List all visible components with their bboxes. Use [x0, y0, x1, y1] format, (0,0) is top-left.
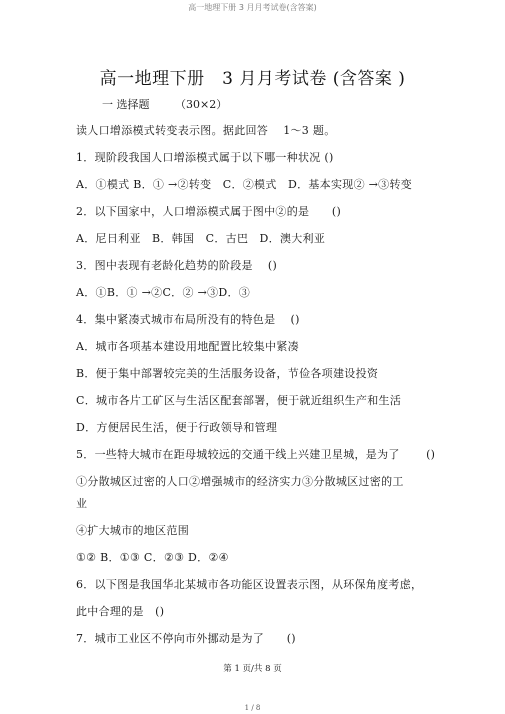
q4-option-c: C．城市各片工矿区与生活区配套部署，便于就近组织生产和生活 [76, 394, 402, 407]
q4-option-d: D．方便居民生活，便于行政领导和管理 [76, 421, 278, 434]
question-1: 1．现阶段我国人口增添模式属于以下哪一种状况 () [76, 151, 334, 164]
page-number: 第 1 页/共 8 页 [223, 664, 282, 674]
section-heading [102, 96, 227, 112]
question-3: 3．图中表现有老龄化趋势的阶段是 () [76, 259, 278, 272]
page-title: 高一地理下册 3 月月考试卷 (含答案 ) [99, 69, 406, 89]
q4-option-a: A．城市各项基本建设用地配置比较集中紧凑 [76, 340, 299, 353]
section-score: （30×2） [175, 98, 228, 111]
question-2: 2．以下国家中，人口增添模式属于图中②的是 () [76, 205, 342, 218]
q4-option-b: B．便于集中部署较完美的生活服务设备，节俭各项建设投资 [76, 367, 379, 380]
section-name: 一 选择题 [102, 98, 150, 111]
q5-statements: ①分散城区过密的人口②增强城市的经济实力③分散城区过密的工 [76, 475, 404, 488]
running-header: 高一地理下册 3 月月考试卷(含答案) [188, 3, 317, 12]
q5-options: ①② B．①③ C．②③ D．②④ [76, 551, 229, 564]
q1-options: A．①模式 B．① →②转变 C．②模式 D．基本实现② →③转变 [76, 178, 413, 191]
question-4: 4．集中紧凑式城市布局所没有的特色是 () [76, 313, 300, 326]
q5-statement-4: ④扩大城市的地区范围 [76, 524, 189, 537]
q3-options: A．①B．① →②C．② →③D．③ [76, 286, 251, 299]
question-5: 5．一些特大城市在距母城较远的交通干线上兴建卫星城，是为了 () [76, 448, 436, 461]
q5-statements-cont: 业 [76, 497, 88, 510]
question-7: 7．城市工业区不停向市外挪动是为了 () [76, 632, 296, 645]
question-6: 6．以下图是我国华北某城市各功能区设置表示图，从环保角度考虑， [76, 578, 423, 591]
question-6-cont: 此中合理的是 () [76, 605, 165, 618]
q2-options: A．尼日利亚 B．韩国 C．古巴 D．澳大利亚 [76, 232, 326, 245]
page-counter: 1 / 8 [244, 704, 261, 712]
intro-line: 读人口增添模式转变表示图。据此回答 1～3 题。 [76, 124, 336, 137]
